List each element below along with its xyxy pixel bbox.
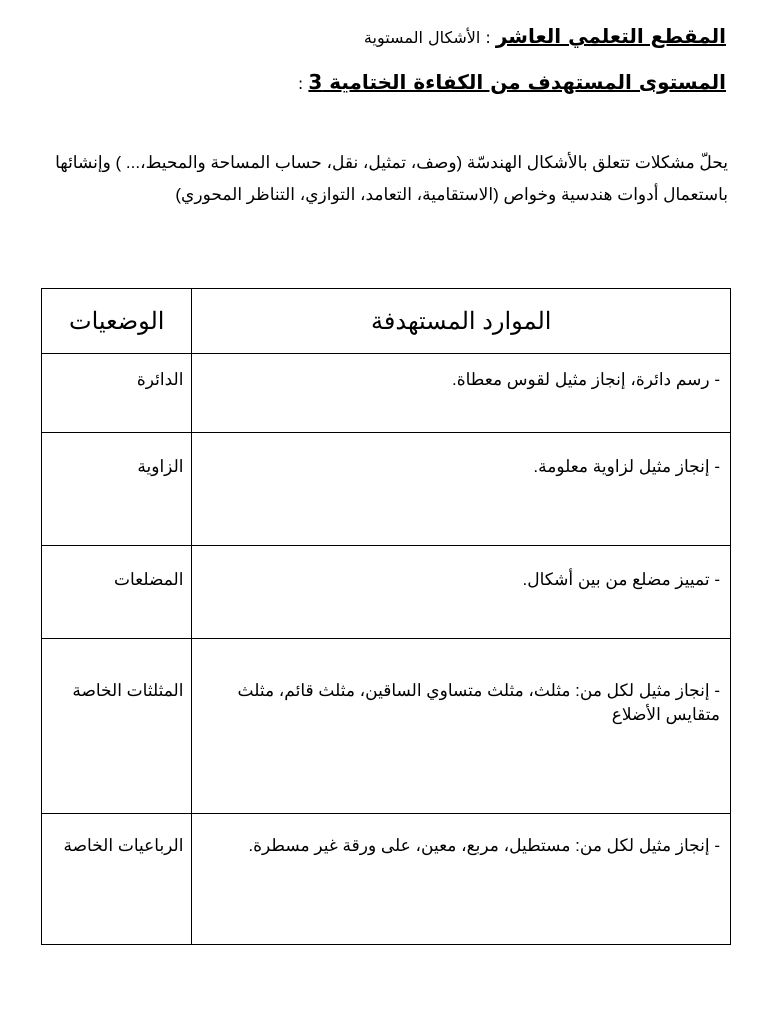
sequence-value: : الأشكال المستوية bbox=[363, 28, 491, 47]
sequence-label: المقطع التعلمي العاشر bbox=[495, 24, 726, 48]
header-situations: الوضعيات bbox=[42, 289, 192, 354]
resources-table bbox=[41, 288, 731, 945]
target-level-label: المستوى المستهدف من الكفاءة الختامية 3 bbox=[308, 70, 726, 94]
table-row bbox=[42, 814, 731, 945]
resource-cell: - إنجاز مثيل لزاوية معلومة. bbox=[192, 433, 731, 546]
situation-cell: الرباعيات الخاصة bbox=[42, 814, 192, 945]
resource-cell: - رسم دائرة، إنجاز مثيل لقوس معطاة. bbox=[192, 354, 731, 433]
situation-cell: الزاوية bbox=[42, 433, 192, 546]
table-header-row bbox=[42, 289, 731, 354]
target-level-heading bbox=[298, 70, 726, 94]
table-row bbox=[42, 639, 731, 814]
situation-cell: المضلعات bbox=[42, 546, 192, 639]
resource-cell: - تمييز مضلع من بين أشكال. bbox=[192, 546, 731, 639]
competency-description: يحلّ مشكلات تتعلق بالأشكال الهندسّة (وصف، تمثيل، نقل، حساب المساحة والمحيط،... ) وإنشائها باستعمال أدوات هندسية وخواص (الاستقامية، التعامد، التوازي، التناظر المحوري) bbox=[55, 153, 728, 204]
resource-cell: - إنجاز مثيل لكل من: مثلث، مثلث متساوي الساقين، مثلث قائم، مثلث متقايس الأضلاع bbox=[192, 639, 731, 814]
resource-cell: - إنجاز مثيل لكل من: مستطيل، مربع، معين، على ورقة غير مسطرة. bbox=[192, 814, 731, 945]
sequence-heading bbox=[364, 24, 726, 48]
target-level-colon: : bbox=[297, 74, 304, 93]
header-resources: الموارد المستهدفة bbox=[192, 289, 731, 354]
situation-cell: الدائرة bbox=[42, 354, 192, 433]
table-row bbox=[42, 354, 731, 433]
table-row bbox=[42, 546, 731, 639]
table-row bbox=[42, 433, 731, 546]
situation-cell: المثلثات الخاصة bbox=[42, 639, 192, 814]
